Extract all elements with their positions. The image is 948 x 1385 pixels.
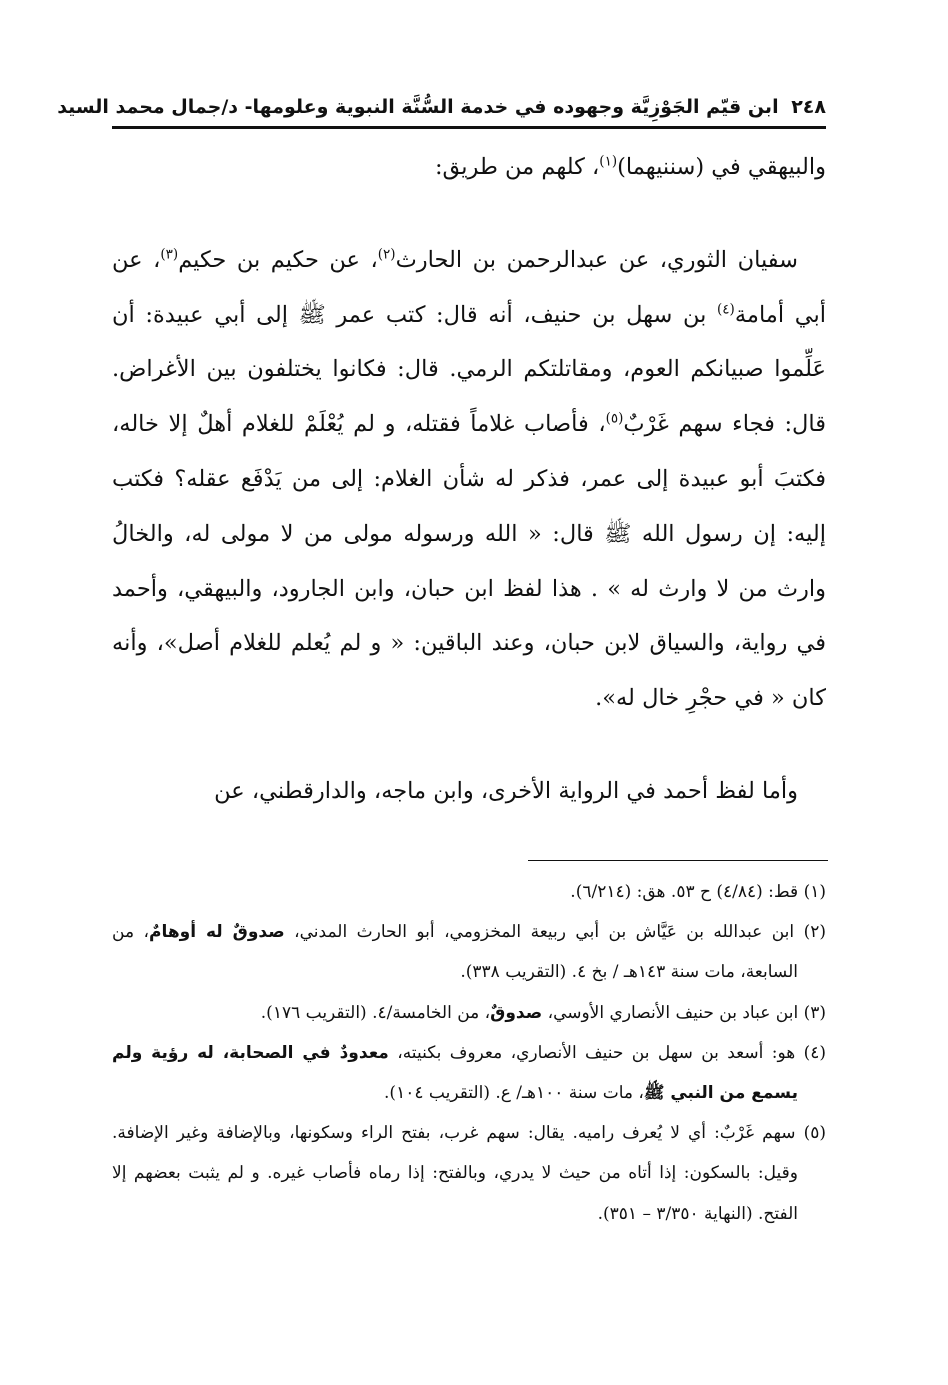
footnote-2	[112, 912, 826, 992]
footnote-3-grade: صدوقٌ	[490, 1002, 543, 1023]
paragraph-2-text-b: ، عن حكيم بن حكيم	[178, 246, 378, 273]
footnote-3-text: (٣) ابن عباد بن حنيف الأنصاري الأوسي،	[542, 1002, 826, 1023]
footnote-1: (١) قط: (٤/٨٤) ح ٥٣. هق: (٦/٢١٤).	[570, 882, 826, 902]
paragraph-2-text-c: ، عن أبي أمامة	[112, 246, 826, 328]
footnote-2-text: (٢) ابن عبدالله بن عَيَّاش بن أبي ربيعة المخزومي، أبو الحارث المدني،	[284, 922, 826, 943]
footnote-3	[112, 993, 826, 1033]
footnote-2-text-end: ، من السابعة، مات سنة ١٤٣هـ / بخ ٤. (التقريب ٣٣٨).	[112, 922, 798, 983]
footnote-ref-1: (١)	[599, 153, 618, 170]
footnote-4-grade: معدودٌ في الصحابة، له رؤية ولم يسمع من النبي ﷺ	[112, 1042, 798, 1104]
footnote-3-text-end: ، من الخامسة/٤. (التقريب ١٧٦).	[260, 1002, 491, 1023]
footnote-separator	[528, 860, 828, 861]
footnotes	[112, 872, 826, 1234]
running-title: ابن قيّم الجَوْزِيَّة وجهوده في خدمة السُّنَّة النبوية وعلومها- د/جمال محمد السيد	[57, 96, 779, 118]
paragraph-1-text-end: ، كلهم من طريق:	[434, 154, 600, 180]
paragraph-3: وأما لفظ أحمد في الرواية الأخرى، وابن ماجه، والدارقطني، عن	[214, 777, 798, 804]
footnote-2-grade: صدوقٌ له أوهامٌ	[149, 922, 285, 943]
footnote-ref-5: (٥)	[605, 410, 624, 427]
footnote-4-text-end: ، مات سنة ١٠٠هـ/ ع. (التقريب ١٠٤).	[384, 1083, 644, 1104]
page-number: ٢٤٨	[791, 96, 826, 118]
running-header	[57, 88, 826, 129]
paragraph-2-text-d: بن سهل بن حنيف، أنه قال: كتب عمر ﷺ إلى أبي عبيدة: أن عَلِّموا صبيانكم العوم، ومقاتلتكم الرمي. قال: فكانوا يختلفون بين الأغراض. قال: فجاء سهم غَرْبٌ	[112, 301, 826, 438]
paragraph-2-text-e: ، فأصاب غلاماً فقتله، و لم يُعْلَمْ للغلام أهلٌ إلا خاله، فكتبَ أبو عبيدة إلى عمر، فذكر له شأن الغلام: إلى من يَدْفَع عقله؟ فكتب إليه: إن رسول الله ﷺ قال: « الله ورسوله مولى من لا مولى له، والخالُ وارث من لا وارث له » . هذا لفظ ابن حبان، وابن الجارود، والبيهقي، وأحمد في رواية، والسياق لابن حبان، وعند الباقين: « و لم يُعلم للغلام أصل»، وأنه كان « في حجْرِ خال له».	[112, 411, 826, 712]
footnote-5: (٥) سهم غَرْبٌ: أي لا يُعرف راميه. يقال: سهم غرب، بفتح الراء وسكونها، وبالإضافة وغير الإضافة. وقيل: بالسكون: إذا أتاه من حيث لا يدري، وبالفتح: إذا رماه فأصاب غيره. و لم يثبت بعضهم إلا الفتح. (النهاية ٣/٣٥٠ – ٣٥١).	[112, 1123, 826, 1224]
main-text	[112, 140, 826, 819]
footnote-ref-4: (٤)	[717, 301, 735, 318]
paragraph-2-text-a: سفيان الثوري، عن عبدالرحمن بن الحارث	[395, 246, 798, 273]
paragraph-2	[112, 233, 826, 726]
paragraph-1	[112, 140, 826, 195]
footnote-ref-3: (٣)	[160, 246, 179, 263]
paragraph-1-text: والبيهقي في (سننيهما)	[617, 154, 826, 180]
footnote-4-text: (٤) هو: أسعد بن سهل بن حنيف الأنصاري، معروف بكنيته،	[388, 1042, 826, 1063]
footnote-ref-2: (٢)	[377, 246, 396, 263]
footnote-4	[112, 1033, 826, 1113]
